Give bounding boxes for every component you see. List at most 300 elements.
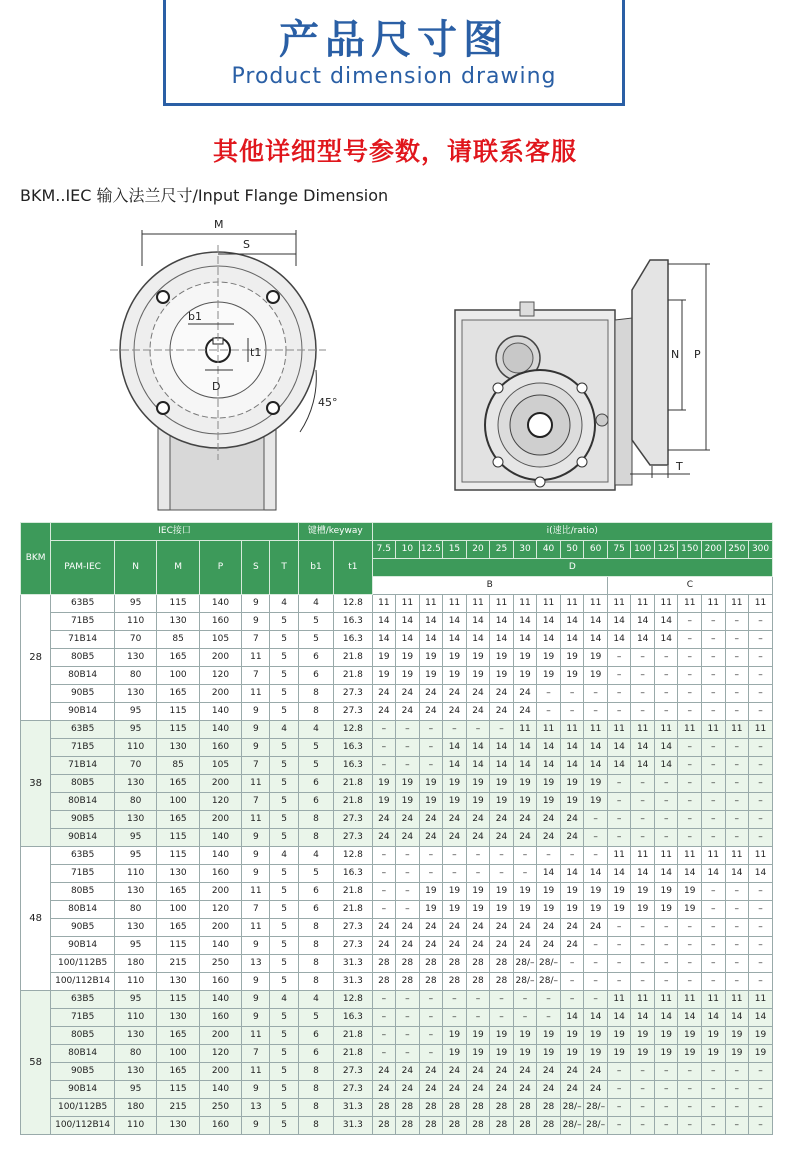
table-cell: 4 <box>298 721 333 739</box>
table-cell: – <box>396 1027 420 1045</box>
table-cell: – <box>749 631 773 649</box>
table-cell: 14 <box>513 757 537 775</box>
table-cell: – <box>607 973 631 991</box>
table-cell: – <box>678 631 702 649</box>
table-cell: – <box>443 991 467 1009</box>
table-cell: 24 <box>372 703 396 721</box>
table-cell: 4 <box>270 847 298 865</box>
table-cell: 24 <box>584 919 608 937</box>
table-cell: 19 <box>631 1045 655 1063</box>
table-cell: 63B5 <box>51 991 115 1009</box>
table-cell: – <box>678 1063 702 1081</box>
table-cell: 5 <box>270 1045 298 1063</box>
table-cell: 11 <box>513 721 537 739</box>
table-cell: 19 <box>396 649 420 667</box>
table-cell: – <box>584 685 608 703</box>
table-cell: 90B5 <box>51 919 115 937</box>
header-t1: t1 <box>334 541 372 595</box>
table-cell: 28 <box>490 1099 514 1117</box>
table-cell: 19 <box>560 793 584 811</box>
table-cell: 14 <box>631 865 655 883</box>
table-cell: – <box>749 793 773 811</box>
table-cell: 11 <box>242 883 270 901</box>
table-cell: 14 <box>396 631 420 649</box>
header-p: P <box>199 541 241 595</box>
table-cell: 9 <box>242 613 270 631</box>
table-cell: – <box>702 739 726 757</box>
table-cell: 5 <box>298 1009 333 1027</box>
table-row <box>21 703 773 721</box>
table-cell: – <box>537 1009 561 1027</box>
table-cell: 24 <box>419 685 443 703</box>
table-cell: 9 <box>242 991 270 1009</box>
table-cell: 14 <box>725 865 749 883</box>
table-cell: 19 <box>419 901 443 919</box>
table-cell: 11 <box>537 721 561 739</box>
table-cell: 14 <box>466 739 490 757</box>
table-cell: 14 <box>725 1009 749 1027</box>
table-cell: 200 <box>199 883 241 901</box>
table-cell: 24 <box>443 937 467 955</box>
table-cell: 14 <box>419 613 443 631</box>
table-cell: 4 <box>270 991 298 1009</box>
table-cell: 11 <box>242 1027 270 1045</box>
table-cell: 14 <box>702 1009 726 1027</box>
table-cell: 14 <box>560 865 584 883</box>
table-cell: 19 <box>560 883 584 901</box>
table-cell: 19 <box>537 793 561 811</box>
table-cell: 14 <box>631 613 655 631</box>
table-cell: 24 <box>372 1063 396 1081</box>
table-cell: – <box>419 865 443 883</box>
page-subtitle: Product dimension drawing <box>231 64 557 89</box>
table-cell: 24 <box>560 829 584 847</box>
table-cell: 24 <box>537 829 561 847</box>
table-cell: 14 <box>654 1009 678 1027</box>
table-cell: – <box>725 1099 749 1117</box>
table-cell: 19 <box>607 883 631 901</box>
table-cell: 5 <box>270 937 298 955</box>
table-cell: – <box>537 703 561 721</box>
ratio-cell: 250 <box>725 541 749 559</box>
table-cell: 71B5 <box>51 613 115 631</box>
table-cell: 27.3 <box>334 1063 372 1081</box>
table-cell: 140 <box>199 721 241 739</box>
table-cell: – <box>607 829 631 847</box>
ratio-cell: 10 <box>396 541 420 559</box>
table-cell: – <box>607 919 631 937</box>
table-cell: 19 <box>654 901 678 919</box>
table-cell: 24 <box>560 1063 584 1081</box>
table-cell: 5 <box>270 1117 298 1135</box>
table-cell: 28 <box>419 955 443 973</box>
table-cell: 14 <box>537 757 561 775</box>
table-cell: – <box>725 703 749 721</box>
table-cell: 14 <box>607 631 631 649</box>
table-cell: 19 <box>396 775 420 793</box>
group-bkm-28 <box>21 595 773 721</box>
table-cell: 21.8 <box>334 775 372 793</box>
table-cell: – <box>702 901 726 919</box>
table-cell: 28 <box>443 1117 467 1135</box>
table-cell: 19 <box>584 793 608 811</box>
table-cell: – <box>749 937 773 955</box>
table-cell: 31.3 <box>334 1099 372 1117</box>
table-cell: – <box>678 775 702 793</box>
table-cell: – <box>725 883 749 901</box>
table-row <box>21 1117 773 1135</box>
table-cell: – <box>749 613 773 631</box>
table-cell: 165 <box>157 685 199 703</box>
table-cell: 19 <box>560 667 584 685</box>
table-cell: – <box>725 685 749 703</box>
table-cell: – <box>678 973 702 991</box>
ratio-cell: 20 <box>466 541 490 559</box>
table-cell: 5 <box>270 613 298 631</box>
table-cell: 19 <box>631 1027 655 1045</box>
table-cell: 28 <box>419 1117 443 1135</box>
table-cell: 24 <box>490 1081 514 1099</box>
table-cell: 19 <box>631 901 655 919</box>
table-cell: 71B5 <box>51 1009 115 1027</box>
bkm-size-cell: 58 <box>21 991 51 1135</box>
table-cell: – <box>749 1063 773 1081</box>
table-cell: 14 <box>490 739 514 757</box>
table-cell: – <box>419 991 443 1009</box>
bkm-size-cell: 28 <box>21 595 51 721</box>
table-cell: 19 <box>678 883 702 901</box>
table-cell: 70 <box>114 757 156 775</box>
table-cell: 110 <box>114 973 156 991</box>
table-cell: 24 <box>372 919 396 937</box>
table-cell: – <box>654 973 678 991</box>
table-cell: 5 <box>270 973 298 991</box>
table-cell: 31.3 <box>334 1117 372 1135</box>
table-cell: 95 <box>114 1081 156 1099</box>
table-cell: 28/– <box>560 1099 584 1117</box>
table-cell: – <box>372 1045 396 1063</box>
table-cell: 28 <box>513 1099 537 1117</box>
table-cell: 6 <box>298 1045 333 1063</box>
table-cell: 21.8 <box>334 649 372 667</box>
label-b1: b1 <box>188 310 202 323</box>
table-cell: 11 <box>607 595 631 613</box>
table-row <box>21 1045 773 1063</box>
table-cell: 24 <box>466 829 490 847</box>
table-cell: 14 <box>560 1009 584 1027</box>
table-cell: 5 <box>298 613 333 631</box>
table-cell: 19 <box>443 775 467 793</box>
table-cell: – <box>702 667 726 685</box>
table-cell: 24 <box>466 811 490 829</box>
table-cell: – <box>702 703 726 721</box>
table-cell: 19 <box>443 1045 467 1063</box>
table-cell: – <box>725 613 749 631</box>
table-cell: 19 <box>513 667 537 685</box>
table-cell: – <box>702 613 726 631</box>
table-cell: 11 <box>242 811 270 829</box>
table-cell: – <box>725 955 749 973</box>
table-row <box>21 685 773 703</box>
header-b: B <box>372 577 607 595</box>
table-cell: – <box>654 919 678 937</box>
table-cell: – <box>654 1063 678 1081</box>
table-cell: – <box>749 883 773 901</box>
table-cell: 115 <box>157 937 199 955</box>
table-cell: – <box>607 703 631 721</box>
table-cell: 11 <box>631 847 655 865</box>
table-cell: 14 <box>513 613 537 631</box>
table-cell: 24 <box>443 1081 467 1099</box>
table-cell: 19 <box>654 1027 678 1045</box>
table-cell: – <box>631 1099 655 1117</box>
table-cell: – <box>749 829 773 847</box>
header-keyway: 键槽/keyway <box>298 523 372 541</box>
flange-front-view <box>110 230 326 510</box>
table-cell: 19 <box>584 775 608 793</box>
table-cell: 140 <box>199 847 241 865</box>
table-cell: 5 <box>298 757 333 775</box>
header-bkm: BKM <box>21 523 51 595</box>
table-cell: 130 <box>114 811 156 829</box>
table-cell: 19 <box>584 883 608 901</box>
table-cell: 11 <box>607 847 631 865</box>
table-cell: 14 <box>466 613 490 631</box>
table-row <box>21 991 773 1009</box>
page-title: 产品尺寸图 <box>279 17 509 63</box>
table-cell: – <box>607 937 631 955</box>
table-cell: 24 <box>513 1063 537 1081</box>
table-cell: 14 <box>560 739 584 757</box>
table-cell: 14 <box>466 757 490 775</box>
table-cell: 27.3 <box>334 703 372 721</box>
table-cell: 160 <box>199 739 241 757</box>
table-cell: 71B5 <box>51 739 115 757</box>
table-cell: 8 <box>298 1081 333 1099</box>
table-cell: 250 <box>199 955 241 973</box>
table-cell: 5 <box>270 1099 298 1117</box>
table-cell: – <box>725 811 749 829</box>
table-cell: 165 <box>157 811 199 829</box>
table-cell: 14 <box>537 865 561 883</box>
table-cell: 130 <box>114 883 156 901</box>
table-cell: – <box>725 829 749 847</box>
dimension-drawing <box>0 210 790 522</box>
table-cell: – <box>607 1081 631 1099</box>
table-cell: 24 <box>466 685 490 703</box>
table-cell: – <box>702 649 726 667</box>
table-cell: 28/– <box>537 955 561 973</box>
table-cell: 19 <box>584 1045 608 1063</box>
table-row <box>21 757 773 775</box>
table-cell: 90B5 <box>51 685 115 703</box>
table-cell: – <box>631 793 655 811</box>
table-cell: – <box>466 847 490 865</box>
table-cell: 14 <box>607 865 631 883</box>
table-cell: 24 <box>537 1081 561 1099</box>
table-cell: – <box>749 955 773 973</box>
table-cell: 11 <box>749 991 773 1009</box>
table-cell: 11 <box>513 595 537 613</box>
table-cell: 8 <box>298 919 333 937</box>
header-t: T <box>270 541 298 595</box>
table-cell: – <box>725 1081 749 1099</box>
table-cell: 24 <box>419 829 443 847</box>
table-cell: – <box>443 847 467 865</box>
table-cell: – <box>678 667 702 685</box>
table-cell: 80B14 <box>51 901 115 919</box>
table-cell: – <box>725 919 749 937</box>
table-cell: 19 <box>584 1027 608 1045</box>
table-cell: 24 <box>372 685 396 703</box>
table-cell: – <box>749 757 773 775</box>
table-row <box>21 721 773 739</box>
table-cell: 19 <box>702 1045 726 1063</box>
table-cell: – <box>631 703 655 721</box>
table-cell: 200 <box>199 811 241 829</box>
table-cell: – <box>560 685 584 703</box>
table-cell: 28 <box>419 1099 443 1117</box>
table-cell: – <box>396 847 420 865</box>
table-cell: 105 <box>199 757 241 775</box>
table-cell: 80 <box>114 901 156 919</box>
table-cell: – <box>513 847 537 865</box>
table-cell: – <box>631 667 655 685</box>
ratio-cell: 125 <box>654 541 678 559</box>
table-cell: – <box>702 685 726 703</box>
table-cell: 14 <box>372 613 396 631</box>
table-cell: 11 <box>631 991 655 1009</box>
table-cell: – <box>631 1063 655 1081</box>
table-cell: – <box>749 811 773 829</box>
table-cell: – <box>654 1081 678 1099</box>
table-cell: 19 <box>537 649 561 667</box>
table-cell: 95 <box>114 991 156 1009</box>
table-cell: 140 <box>199 703 241 721</box>
table-cell: 11 <box>242 919 270 937</box>
table-cell: 27.3 <box>334 685 372 703</box>
table-cell: 100/112B5 <box>51 955 115 973</box>
table-row <box>21 1009 773 1027</box>
table-row <box>21 1081 773 1099</box>
table-cell: 19 <box>466 1045 490 1063</box>
table-cell: 8 <box>298 973 333 991</box>
table-cell: 115 <box>157 703 199 721</box>
table-cell: – <box>584 955 608 973</box>
table-cell: – <box>490 865 514 883</box>
table-cell: 19 <box>584 901 608 919</box>
table-cell: 100/112B5 <box>51 1099 115 1117</box>
table-cell: 21.8 <box>334 667 372 685</box>
table-cell: 14 <box>654 613 678 631</box>
table-cell: 110 <box>114 739 156 757</box>
table-cell: 19 <box>490 793 514 811</box>
table-cell: 19 <box>537 1045 561 1063</box>
table-cell: – <box>631 775 655 793</box>
table-cell: 5 <box>270 631 298 649</box>
table-cell: 14 <box>654 631 678 649</box>
table-cell: – <box>725 649 749 667</box>
table-cell: – <box>749 667 773 685</box>
table-cell: 11 <box>725 991 749 1009</box>
table-cell: – <box>560 847 584 865</box>
table-cell: – <box>654 775 678 793</box>
table-cell: 165 <box>157 649 199 667</box>
table-cell: 14 <box>372 631 396 649</box>
dimension-table <box>20 522 773 1135</box>
table-cell: 11 <box>725 847 749 865</box>
table-cell: 19 <box>513 649 537 667</box>
table-cell: 90B14 <box>51 829 115 847</box>
table-cell: 19 <box>466 775 490 793</box>
table-cell: – <box>584 829 608 847</box>
table-cell: 90B5 <box>51 1063 115 1081</box>
table-cell: – <box>419 1045 443 1063</box>
table-cell: – <box>396 991 420 1009</box>
table-cell: 19 <box>560 1027 584 1045</box>
table-cell: – <box>372 1009 396 1027</box>
table-cell: 140 <box>199 991 241 1009</box>
table-cell: 63B5 <box>51 847 115 865</box>
table-cell: 14 <box>631 1009 655 1027</box>
table-cell: 11 <box>749 595 773 613</box>
table-cell: – <box>396 901 420 919</box>
table-cell: 5 <box>270 829 298 847</box>
table-cell: 165 <box>157 775 199 793</box>
table-cell: 24 <box>513 703 537 721</box>
table-cell: – <box>584 991 608 1009</box>
table-cell: 11 <box>725 721 749 739</box>
table-cell: 5 <box>270 703 298 721</box>
table-cell: 31.3 <box>334 955 372 973</box>
table-cell: 9 <box>242 703 270 721</box>
table-cell: – <box>537 991 561 1009</box>
table-cell: – <box>725 667 749 685</box>
table-cell: – <box>372 991 396 1009</box>
table-cell: 4 <box>298 847 333 865</box>
table-cell: 250 <box>199 1099 241 1117</box>
table-cell: 9 <box>242 595 270 613</box>
header-c: C <box>607 577 772 595</box>
table-cell: – <box>631 811 655 829</box>
table-cell: 8 <box>298 1099 333 1117</box>
table-cell: 14 <box>490 631 514 649</box>
table-cell: 95 <box>114 721 156 739</box>
table-cell: 19 <box>466 793 490 811</box>
table-cell: – <box>702 829 726 847</box>
table-cell: 24 <box>396 811 420 829</box>
table-cell: – <box>631 937 655 955</box>
table-cell: – <box>749 775 773 793</box>
table-cell: 14 <box>490 757 514 775</box>
table-cell: 80B5 <box>51 883 115 901</box>
table-cell: 24 <box>560 937 584 955</box>
table-cell: 7 <box>242 901 270 919</box>
table-cell: 14 <box>537 631 561 649</box>
table-cell: 24 <box>466 1081 490 1099</box>
table-cell: 100 <box>157 901 199 919</box>
table-cell: 11 <box>749 721 773 739</box>
table-cell: 11 <box>654 595 678 613</box>
table-cell: – <box>584 811 608 829</box>
ratio-cell: 100 <box>631 541 655 559</box>
table-cell: – <box>419 1009 443 1027</box>
table-cell: 24 <box>443 811 467 829</box>
table-row <box>21 973 773 991</box>
table-cell: – <box>702 937 726 955</box>
table-cell: 7 <box>242 793 270 811</box>
table-cell: 11 <box>419 595 443 613</box>
